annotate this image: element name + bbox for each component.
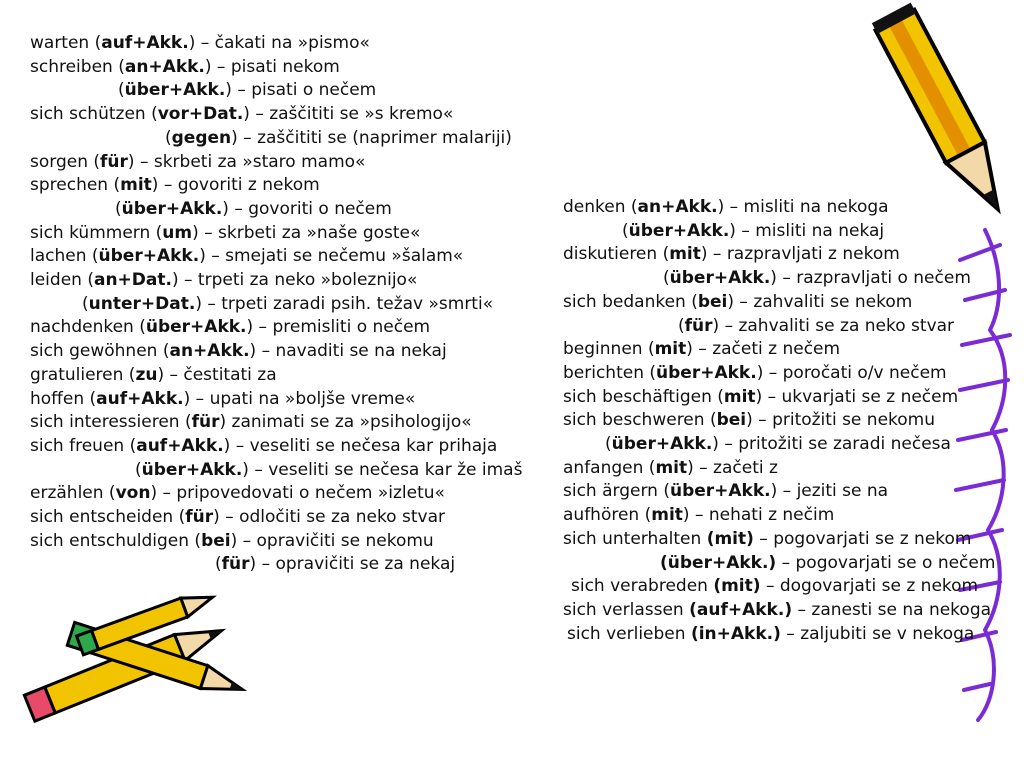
vocab-line — [82, 294, 493, 314]
vocab-line — [563, 458, 778, 478]
phrase-text: warten ( — [30, 33, 102, 53]
phrase-text: ) – začeti z nečem — [686, 339, 841, 360]
phrase-text: denken ( — [563, 197, 638, 217]
phrase-text: ) – misliti na nekoga — [717, 197, 889, 217]
preposition-case: mit — [651, 505, 683, 526]
preposition-case: an+Akk. — [169, 341, 250, 362]
vocab-line — [30, 104, 453, 124]
phrase-text: ) – ukvarjati se z nečem — [755, 386, 959, 407]
phrase-text: ) – pisati nekom — [204, 56, 340, 77]
vocab-line — [571, 576, 978, 596]
phrase-text: ) – opravičiti se za nekaj — [249, 554, 456, 575]
phrase-text: ) – pritožiti se nekomu — [746, 410, 936, 431]
preposition-case: mit — [723, 386, 756, 407]
phrase-text: sich ärgern ( — [563, 481, 670, 502]
preposition-case: auf+Akk. — [136, 435, 224, 456]
preposition-case: an+Dat. — [93, 270, 172, 290]
vocab-line — [118, 80, 376, 100]
vocab-line — [563, 244, 900, 264]
phrase-text: ) – pritožiti se zaradi nečesa — [712, 434, 951, 454]
phrase-text: sich freuen ( — [30, 435, 137, 456]
vocab-line — [563, 505, 834, 525]
vocab-line — [30, 270, 417, 290]
vocab-line — [663, 268, 971, 288]
phrase-text: ( — [678, 315, 685, 336]
vocab-line — [30, 223, 420, 243]
phrase-text: anfangen ( — [563, 457, 656, 478]
phrase-text: – pogovarjati se o nečem — [776, 552, 996, 573]
phrase-text: sich interessieren ( — [30, 412, 192, 433]
phrase-text: ) – zaščititi se »s kremo« — [243, 104, 454, 125]
preposition-case: an+Akk. — [124, 56, 205, 77]
vocab-line — [30, 483, 445, 503]
phrase-text: – zaljubiti se v nekoga — [780, 623, 975, 644]
phrase-text: ) – zahvaliti se za neko stvar — [712, 315, 955, 336]
preposition-case: über+Akk. — [611, 434, 713, 454]
phrase-text: – dogovarjati se z nekom — [760, 576, 979, 597]
phrase-text: sich bedanken ( — [563, 291, 698, 312]
phrase-text: sich beschweren ( — [563, 410, 717, 431]
preposition-case: an+Akk. — [637, 197, 718, 217]
phrase-text: ) – veseliti se nečesa kar že imaš — [242, 459, 523, 480]
vocab-line — [605, 434, 951, 454]
phrase-text: nachdenken ( — [30, 317, 146, 338]
preposition-case: mit — [120, 175, 152, 196]
preposition-case: für — [221, 554, 250, 575]
phrase-text: ) – zahvaliti se nekom — [727, 291, 913, 312]
phrase-text: ) – jeziti se na — [770, 481, 889, 502]
preposition-case: für — [191, 412, 220, 433]
preposition-case: auf+Akk. — [101, 33, 189, 53]
phrase-text: ( — [605, 434, 612, 454]
preposition-case: (über+Akk.) — [660, 552, 777, 573]
phrase-text: erzählen ( — [30, 483, 116, 504]
phrase-text: ( — [118, 80, 125, 101]
vocab-line — [622, 221, 884, 241]
phrase-text: sich kümmern ( — [30, 222, 163, 243]
phrase-text: ) – razpravljati z nekom — [700, 244, 900, 265]
preposition-case: über+Akk. — [145, 317, 247, 338]
phrase-text: ) – trpeti za neko »boleznijo« — [171, 270, 418, 290]
phrase-text: beginnen ( — [563, 339, 655, 360]
vocab-line — [135, 460, 522, 480]
preposition-case: mit — [669, 244, 701, 265]
preposition-case: bei — [697, 291, 728, 312]
phrase-text: sich entscheiden ( — [30, 507, 186, 527]
preposition-case: über+Akk. — [669, 268, 771, 289]
phrase-text: ( — [663, 268, 670, 289]
vocab-line — [563, 481, 888, 501]
phrase-text: ) – veseliti se nečesa kar prihaja — [223, 435, 498, 456]
preposition-case: gegen — [171, 127, 232, 148]
vocab-line — [30, 507, 445, 527]
vocab-line — [30, 317, 430, 337]
preposition-case: mit — [654, 339, 687, 360]
phrase-text: sich verlassen — [563, 599, 690, 620]
preposition-case: für — [185, 507, 214, 527]
phrase-text: ) – misliti na nekaj — [729, 220, 885, 241]
preposition-case: über+Akk. — [669, 481, 771, 502]
vocab-line — [563, 387, 958, 407]
phrase-text: sich verabreden — [571, 576, 714, 597]
phrase-text: sich schützen ( — [30, 104, 158, 125]
vocab-line — [660, 553, 995, 573]
vocab-line — [563, 197, 889, 217]
phrase-text: ) – upati na »boljše vreme« — [183, 388, 416, 409]
phrase-text: ) – razpravljati o nečem — [770, 268, 971, 289]
preposition-case: vor+Dat. — [157, 104, 244, 125]
preposition-case: bei — [716, 410, 747, 431]
phrase-text: gratulieren ( — [30, 364, 136, 385]
phrase-text: ( — [215, 554, 222, 575]
preposition-case: von — [115, 483, 151, 504]
vocab-line — [30, 389, 415, 409]
vocab-line — [563, 600, 991, 620]
preposition-case: (mit) — [706, 528, 754, 549]
vocab-line — [30, 365, 277, 385]
preposition-case: über+Akk. — [141, 459, 243, 480]
phrase-text: leiden ( — [30, 270, 94, 290]
phrase-text: ) – pisati o nečem — [225, 80, 377, 101]
phrase-text: ) – skrbeti za »naše goste« — [192, 222, 421, 243]
phrase-text: ) – začeti z — [687, 457, 778, 478]
phrase-text: ) – čakati na »pismo« — [188, 33, 370, 53]
preposition-case: um — [162, 222, 193, 243]
vocab-line — [30, 341, 447, 361]
phrase-text: ) – zaščititi se (naprimer malariji) — [231, 127, 512, 148]
phrase-text: ) – govoriti z nekom — [151, 175, 320, 196]
phrase-text: hoffen ( — [30, 388, 97, 409]
phrase-text: ) – nehati z nečim — [682, 505, 835, 526]
preposition-case: über+Akk. — [656, 362, 757, 383]
phrase-text: sich beschäftigen ( — [563, 386, 724, 407]
vocab-line — [30, 175, 320, 195]
phrase-text: berichten ( — [563, 362, 657, 383]
vocab-line — [678, 316, 954, 336]
vocab-line — [30, 33, 370, 53]
phrase-text: ) – premisliti o nečem — [246, 317, 431, 338]
vocab-line — [215, 554, 455, 574]
phrase-text: ( — [622, 220, 629, 241]
vocab-line — [30, 412, 472, 432]
phrase-text: ) – trpeti zaradi psih. težav »smrti« — [195, 293, 494, 314]
preposition-case: (in+Akk.) — [690, 623, 781, 644]
phrase-text: ) – pripovedovati o nečem »izletu« — [150, 483, 445, 504]
vocab-line — [563, 339, 840, 359]
phrase-text: ) – smejati se nečemu »šalam« — [199, 246, 464, 267]
phrase-text: sich gewöhnen ( — [30, 341, 170, 362]
preposition-case: (mit) — [713, 576, 761, 597]
phrase-text: ) – poročati o/v nečem — [756, 362, 947, 383]
phrase-text: schreiben ( — [30, 56, 125, 77]
vocab-line — [563, 292, 912, 312]
preposition-case: für — [100, 151, 128, 172]
vocab-line — [563, 529, 971, 549]
phrase-text: ( — [82, 293, 89, 314]
vocab-line — [30, 57, 340, 77]
phrase-text: ) – čestitati za — [157, 364, 277, 385]
phrase-text: ( — [135, 459, 142, 480]
vocab-line — [30, 436, 497, 456]
phrase-text: sorgen ( — [30, 151, 101, 172]
phrase-text: sprechen ( — [30, 175, 121, 196]
preposition-case: für — [684, 315, 713, 336]
phrase-text: ) – govoriti o nečem — [222, 198, 392, 219]
phrase-text: aufhören ( — [563, 505, 652, 526]
phrase-text: sich unterhalten — [563, 528, 707, 549]
phrase-text: ) zanimati se za »psihologijo« — [219, 412, 472, 433]
vocab-line — [165, 128, 512, 148]
vocab-line — [567, 624, 974, 644]
vocab-line — [563, 410, 935, 430]
phrase-text: sich entschuldigen ( — [30, 530, 202, 551]
phrase-text: ( — [165, 127, 172, 148]
phrase-text: ) – odločiti se za neko stvar — [213, 507, 445, 527]
preposition-case: unter+Dat. — [88, 293, 196, 314]
preposition-case: (auf+Akk.) — [689, 599, 793, 620]
phrase-text: ) – navaditi se na nekaj — [249, 341, 447, 362]
vocab-line — [30, 152, 365, 172]
phrase-text: – pogovarjati se z nekom — [753, 528, 972, 549]
preposition-case: mit — [655, 457, 688, 478]
preposition-case: über+Akk. — [628, 220, 730, 241]
phrase-text: lachen ( — [30, 246, 99, 267]
vocab-line — [563, 363, 947, 383]
phrase-text: ) – opravičiti se nekomu — [230, 530, 434, 551]
preposition-case: auf+Akk. — [96, 388, 184, 409]
preposition-case: über+Akk. — [124, 80, 226, 101]
phrase-text: sich verlieben — [567, 623, 691, 644]
vocab-line — [115, 199, 392, 219]
phrase-text: ( — [115, 198, 122, 219]
phrase-text: – zanesti se na nekoga — [792, 599, 992, 620]
preposition-case: zu — [135, 364, 158, 385]
phrase-text: ) – skrbeti za »staro mamo« — [127, 151, 366, 172]
preposition-case: über+Akk. — [98, 246, 200, 267]
vocab-line — [30, 246, 463, 266]
phrase-text: diskutieren ( — [563, 244, 670, 265]
preposition-case: über+Akk. — [121, 198, 223, 219]
preposition-case: bei — [201, 530, 231, 551]
vocab-line — [30, 531, 434, 551]
